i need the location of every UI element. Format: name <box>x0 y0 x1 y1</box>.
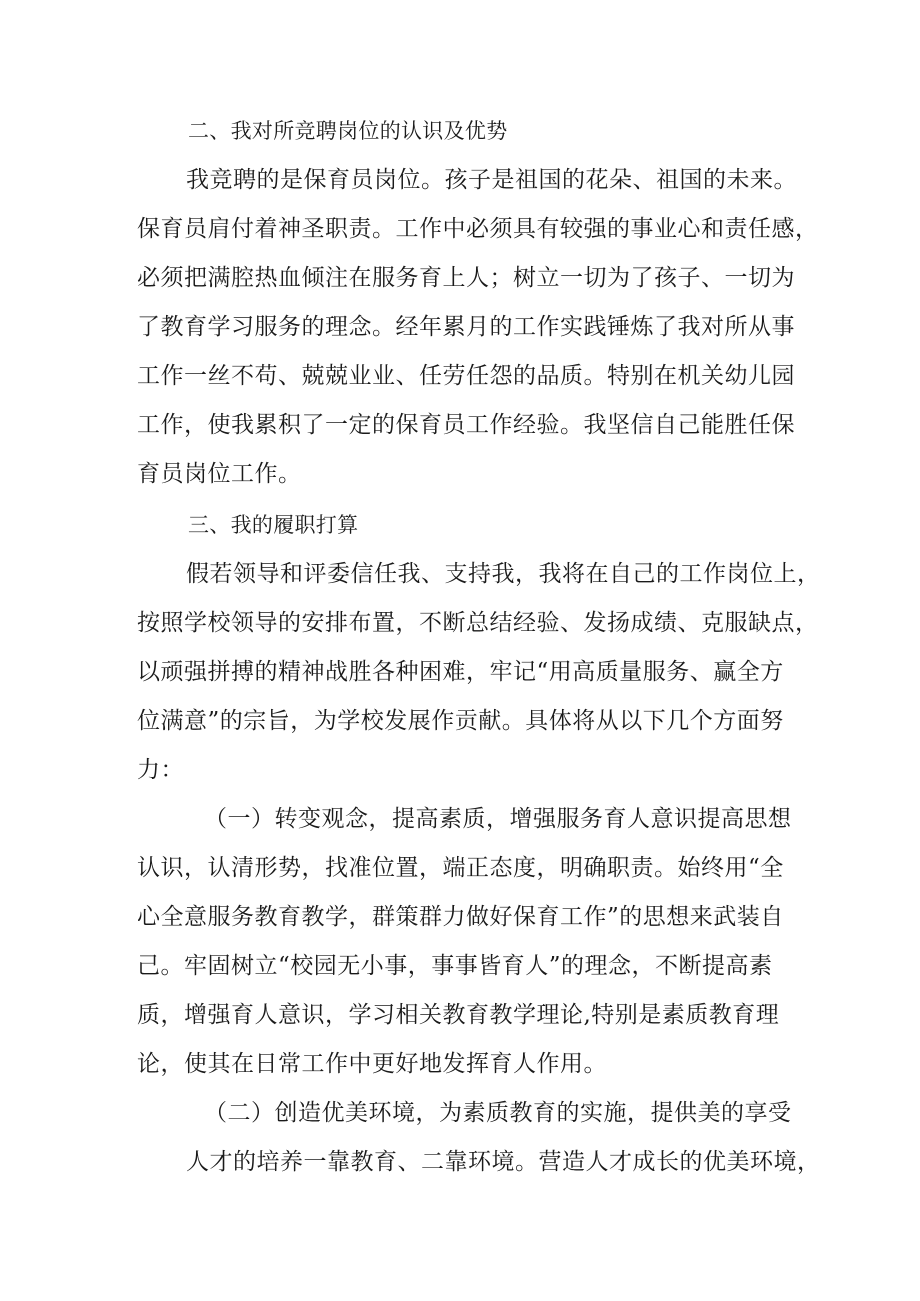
paragraph-line: 工作一丝不苟、兢兢业业、任劳任怨的品质。特别在机关幼儿园 <box>137 363 795 389</box>
paragraph-line: 力： <box>137 757 184 783</box>
list-item-heading: （一）转变观念，提高素质，增强服务育人意识提高思想 <box>204 806 792 832</box>
paragraph-line: 我竞聘的是保育员岗位。孩子是祖国的花朵、祖国的未来。 <box>186 167 797 193</box>
section-heading-2: 二、我对所竞聘岗位的认识及优势 <box>188 119 508 143</box>
section-heading-3: 三、我的履职打算 <box>188 513 359 537</box>
paragraph-line: 论，使其在日常工作中更好地发挥育人作用。 <box>137 1051 607 1077</box>
paragraph-line: 保育员肩付着神圣职责。工作中必须具有较强的事业心和责任感， <box>137 216 819 242</box>
paragraph-line: 认识，认清形势，找准位置，端正态度，明确职责。始终用“全 <box>137 855 784 881</box>
paragraph-line: 育员岗位工作。 <box>137 461 302 487</box>
paragraph-line: 己。牢固树立“校园无小事，事事皆育人”的理念，不断提高素 <box>137 953 773 979</box>
paragraph-line: 质，增强育人意识，学习相关教育教学理论,特别是素质教育理 <box>137 1002 780 1028</box>
paragraph-line: 心全意服务教育教学，群策群力做好保育工作”的思想来武装自 <box>137 904 784 930</box>
paragraph-line: 按照学校领导的安排布置，不断总结经验、发扬成绩、克服缺点， <box>137 610 819 636</box>
paragraph-line: 人才的培养一靠教育、二靠环境。营造人才成长的优美环境， <box>186 1149 821 1175</box>
paragraph-line: 必须把满腔热血倾注在服务育上人；树立一切为了孩子、一切为 <box>137 265 795 291</box>
list-item-heading: （二）创造优美环境，为素质教育的实施，提供美的享受 <box>204 1100 792 1126</box>
paragraph-line: 工作，使我累积了一定的保育员工作经验。我坚信自己能胜任保 <box>137 412 795 438</box>
paragraph-line: 了教育学习服务的理念。经年累月的工作实践锤炼了我对所从事 <box>137 314 795 340</box>
paragraph-line: 位满意”的宗旨，为学校发展作贡献。具体将从以下几个方面努 <box>137 708 784 734</box>
paragraph-line: 以顽强拼搏的精神战胜各种困难，牢记“用高质量服务、赢全方 <box>137 659 784 685</box>
paragraph-line: 假若领导和评委信任我、支持我，我将在自己的工作岗位上， <box>186 561 821 587</box>
